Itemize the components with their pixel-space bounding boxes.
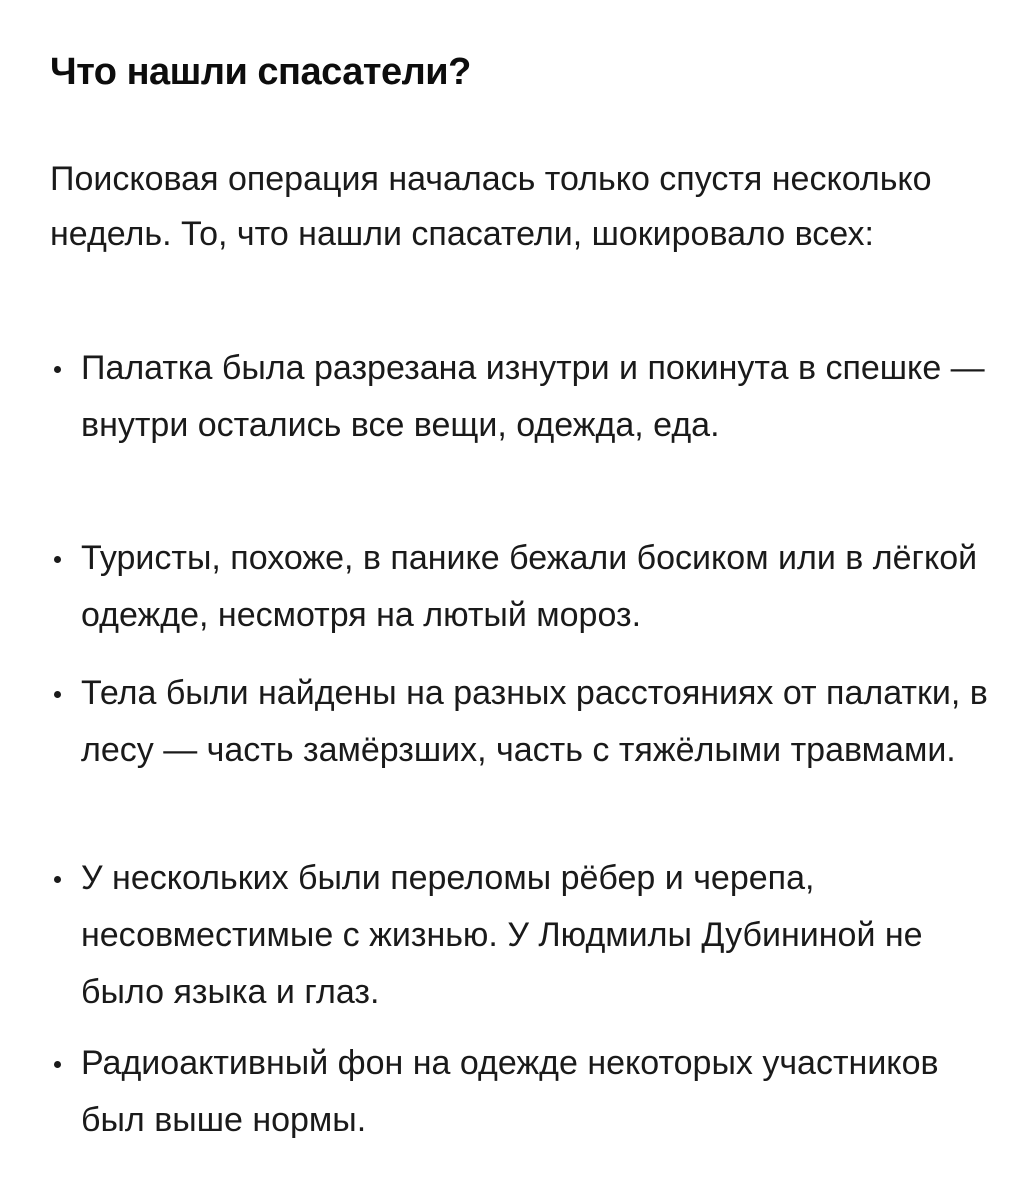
bullet-dot-icon — [54, 556, 61, 563]
list-item — [50, 1035, 990, 1149]
section-heading: Что нашли спасатели? — [50, 51, 471, 93]
intro-paragraph: Поисковая операция началась только спустя несколько недель. То, что нашли спасатели, шокировало всех: — [50, 160, 932, 253]
list-item — [50, 665, 990, 779]
list-item-text: Палатка была разрезана изнутри и покинута в спешке — внутри остались все вещи, одежда, еда. — [81, 349, 985, 444]
list-item-text: У нескольких были переломы рёбер и черепа, несовместимые с жизнью. У Людмилы Дубининой не было языка и глаз. — [81, 859, 923, 1011]
bullet-dot-icon — [54, 1061, 61, 1068]
bullet-dot-icon — [54, 366, 61, 373]
list-item — [50, 340, 990, 454]
list-item-text: Тела были найдены на разных расстояниях от палатки, в лесу — часть замёрзших, часть с тяжёлыми травмами. — [81, 674, 988, 769]
bullet-dot-icon — [54, 691, 61, 698]
list-item — [50, 530, 990, 644]
bullet-dot-icon — [54, 876, 61, 883]
list-item-text: Туристы, похоже, в панике бежали босиком или в лёгкой одежде, несмотря на лютый мороз. — [81, 539, 978, 634]
list-item — [50, 850, 990, 1021]
list-item-text: Радиоактивный фон на одежде некоторых участников был выше нормы. — [81, 1044, 939, 1139]
